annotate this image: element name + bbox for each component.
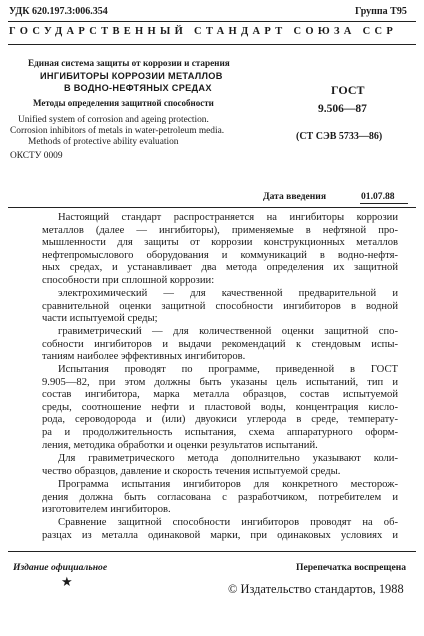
- text-line: ных средах, и устанавливает два метода определения их защитной: [42, 262, 398, 274]
- system-title: Единая система защиты от коррозии и старения: [28, 58, 230, 68]
- copyright-notice: © Издательство стандартов, 1988: [228, 582, 404, 596]
- udk-code: УДК 620.197.3:006.354: [9, 6, 108, 17]
- text-line: таниям наиболее эффективных ингибиторов.: [42, 351, 246, 363]
- text-line: разцах из металла одинаковой марки, при одинаковых условиях и: [42, 529, 398, 541]
- text-line: Сравнение защитной способности ингибиторов проводят на об-: [58, 517, 398, 528]
- gost-number: 9.506—87: [318, 103, 367, 115]
- text-line: ления, методика обработки и оценки результатов испытаний.: [42, 439, 318, 451]
- text-line: гравиметрический — для количественной оценки защитной спо-: [58, 326, 398, 337]
- text-line: среды, соотношение нефти и пластовой воды, концентрация кисло-: [42, 401, 398, 413]
- document-title-line1: ИНГИБИТОРЫ КОРРОЗИИ МЕТАЛЛОВ: [40, 71, 223, 81]
- date-rule: [8, 207, 416, 208]
- reprint-notice: Перепечатка воспрещена: [296, 562, 407, 573]
- text-line: нефтепромыслового оборудования и коммуникаций в водно-нефтя-: [42, 249, 398, 261]
- text-line: Испытания проводят по программе, приведенной в ГОСТ: [58, 364, 398, 375]
- paragraph-comparison: [42, 517, 398, 542]
- paragraph-gravimetric: [42, 326, 398, 364]
- text-line: металлов (далее — ингибиторы), применяемые в нефтяной про-: [42, 224, 398, 236]
- banner-rule: [8, 44, 416, 45]
- star-icon: ★: [61, 574, 73, 589]
- text-line: части испытуемой среды;: [42, 313, 158, 325]
- document-title-line2: В ВОДНО-НЕФТЯНЫХ СРЕДАХ: [64, 83, 212, 93]
- text-line: ра и продолжительность испытания, схема аппаратурного оформ-: [42, 426, 398, 438]
- intro-date-label: Дата введения: [263, 191, 327, 202]
- intro-date-value: 01.07.88: [361, 191, 395, 202]
- paragraph-scope: [42, 212, 398, 288]
- document-subtitle: Методы определения защитной способности: [33, 98, 214, 108]
- english-title-line2: Corrosion inhibitors of metals in water-petroleum media.: [10, 126, 225, 136]
- text-line: 9.905—82, при этом должны быть указаны цель испытаний, тип и: [42, 376, 398, 388]
- standard-banner: ГОСУДАРСТВЕННЫЙ СТАНДАРТ СОЮЗА ССР: [9, 26, 398, 37]
- okstu-code: ОКСТУ 0009: [10, 151, 63, 161]
- text-line: дения должна быть согласована с разработчиком, потребителем и: [42, 491, 398, 503]
- text-line: собности ингибиторов и выдачи рекомендаций к стендовым испы-: [42, 338, 398, 350]
- top-rule: [8, 21, 416, 22]
- english-title-line1: Unified system of corrosion and ageing protection.: [18, 115, 209, 125]
- english-title-line3: Methods of protective ability evaluation: [28, 137, 179, 147]
- text-line: Программа испытания ингибиторов для конкретного месторож-: [58, 479, 398, 490]
- gost-label: ГОСТ: [331, 83, 365, 97]
- text-line: Настоящий стандарт распространяется на ингибиторы коррозии: [58, 212, 398, 223]
- text-line: сравнительной оценки защитной способности ингибиторов в водной: [42, 300, 398, 312]
- text-line: электрохимический — для качественной предварительной и: [58, 288, 398, 299]
- paragraph-electrochemical: [42, 288, 398, 326]
- text-line: Для гравиметрического метода дополнительно указывают коли-: [58, 453, 398, 464]
- text-line: мышленности для защиты от коррозии конструкционных металлов: [42, 237, 398, 249]
- text-line: изготовителем ингибиторов.: [42, 504, 171, 516]
- text-line: состав ингибитора, марка металла образцов, состав испытуемой: [42, 389, 398, 401]
- st-sev-number: (СТ СЭВ 5733—86): [296, 131, 383, 142]
- paragraph-test-program: [42, 364, 398, 452]
- text-line: рода, сероводорода и (или) двуокиси углерода в среде, температу-: [42, 414, 398, 426]
- footer-rule: [8, 551, 416, 552]
- intro-date-underline: [360, 203, 408, 204]
- official-edition: Издание официальное: [13, 562, 108, 573]
- paragraph-gravimetric-extra: [42, 453, 398, 478]
- text-line: способности при сплошной коррозии:: [42, 274, 215, 286]
- paragraph-program-approval: [42, 479, 398, 517]
- group-code: Группа Т95: [355, 6, 407, 17]
- text-line: чество образцов, давление и скорость течения испытуемой среды.: [42, 465, 341, 477]
